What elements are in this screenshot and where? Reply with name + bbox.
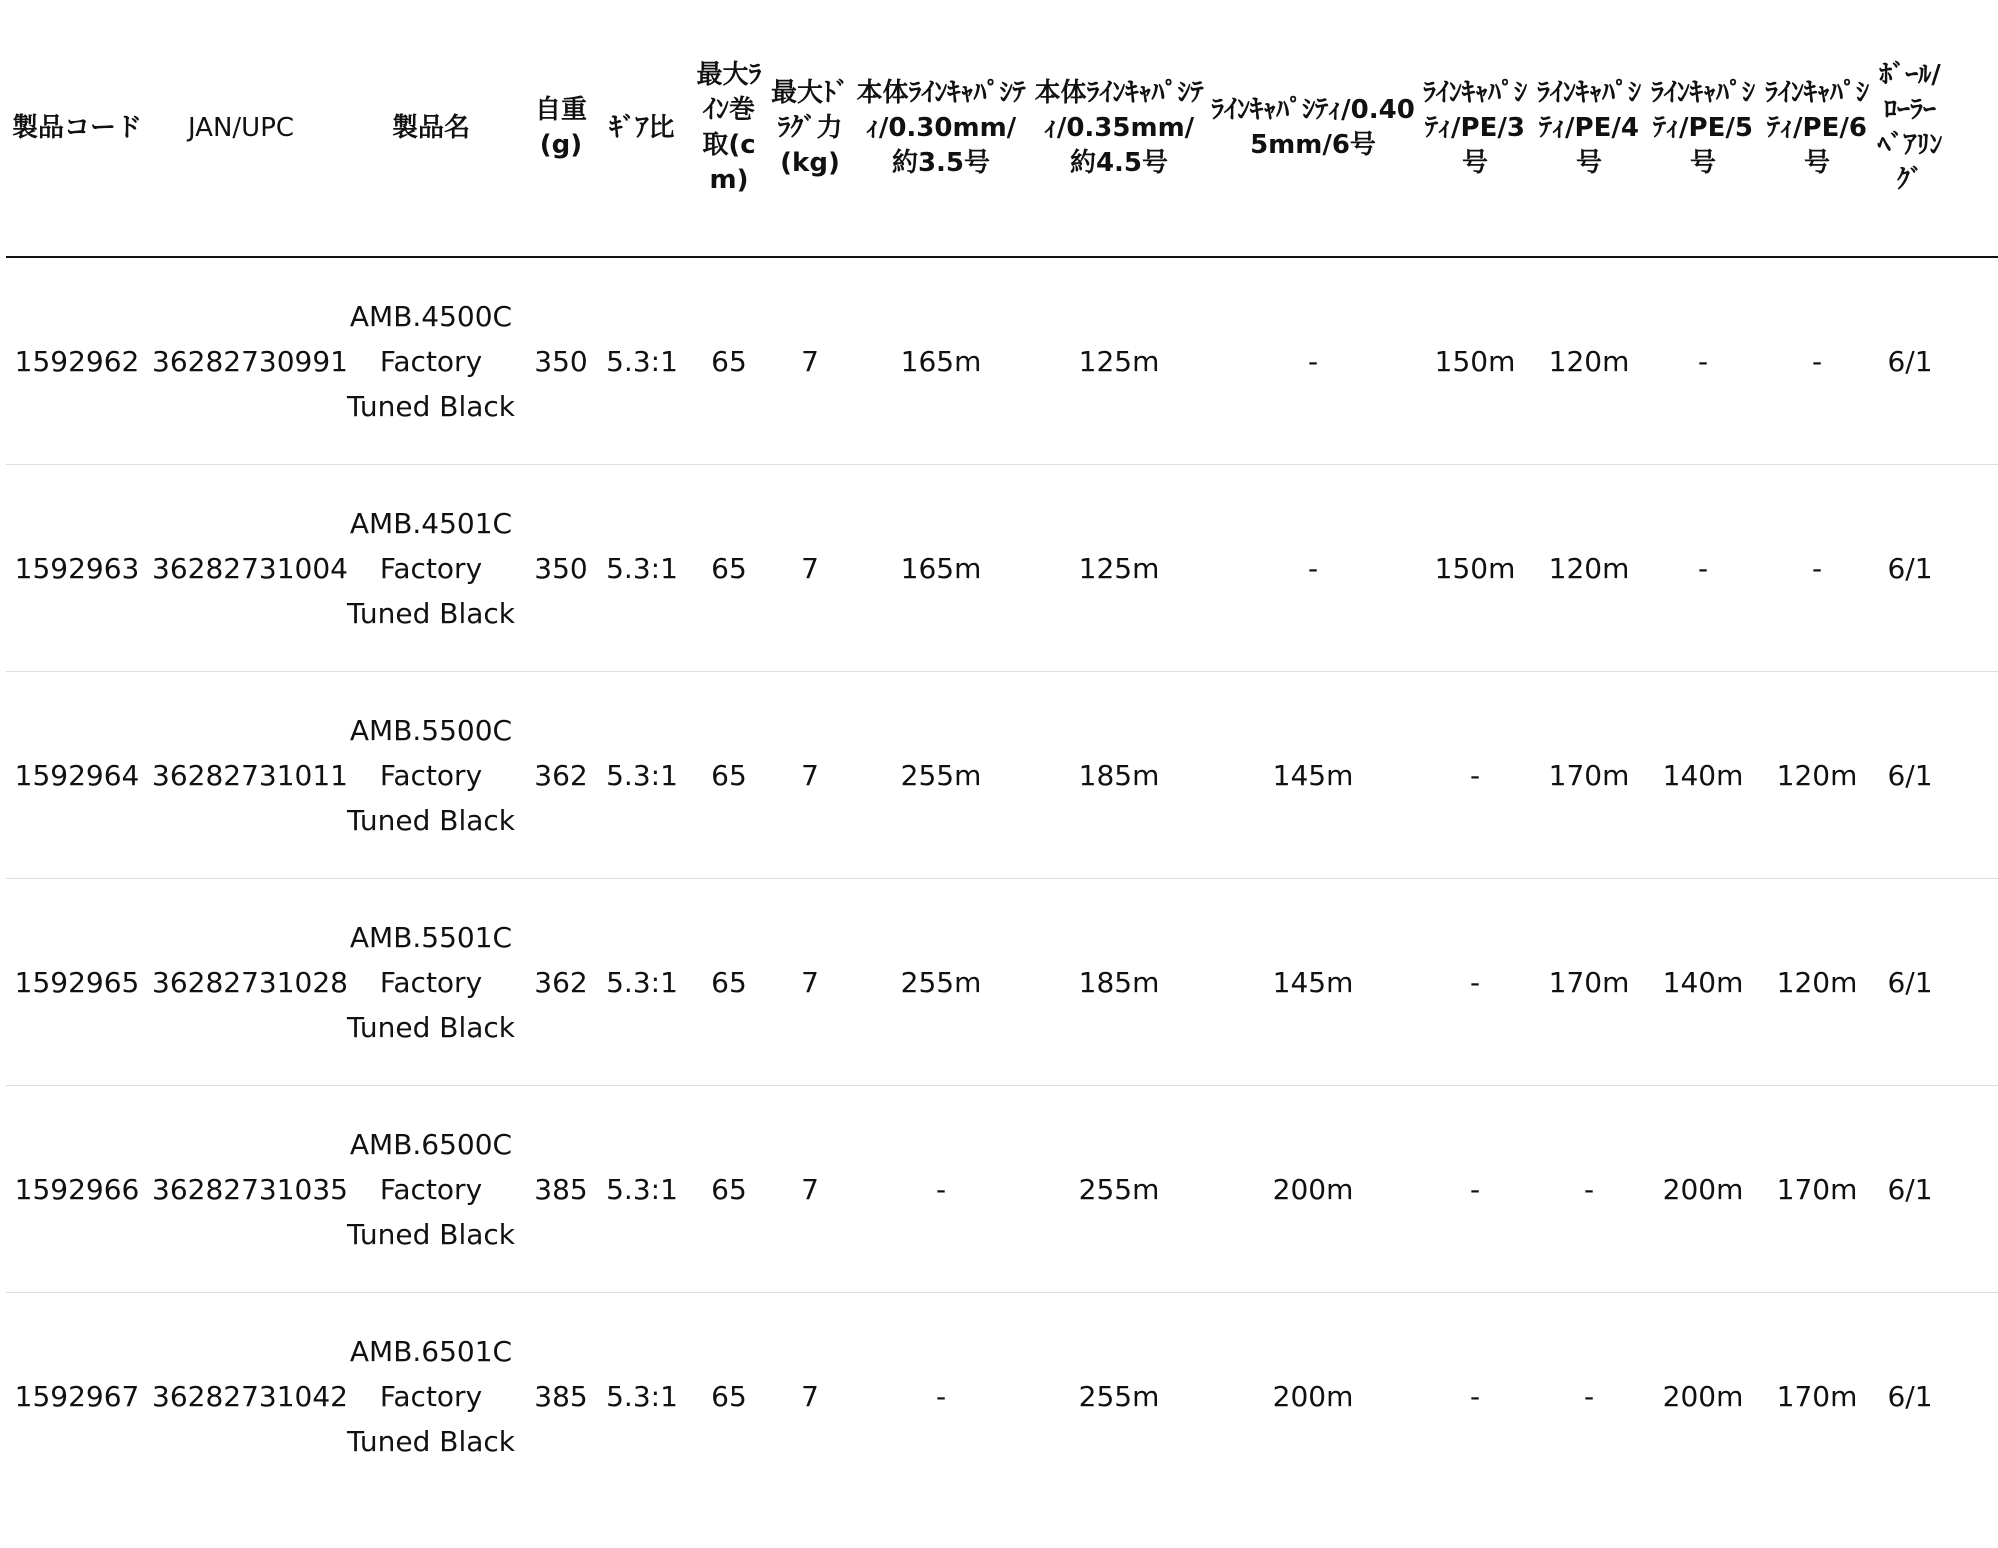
cell-capacity-pe5: 200m xyxy=(1646,1086,1760,1293)
cell-product-name: AMB.5501C Factory Tuned Black xyxy=(334,879,528,1086)
cell-capacity-035mm: 255m xyxy=(1078,1379,1160,1413)
cell-max-drag: 7 xyxy=(768,257,852,465)
cell-max-drag: 7 xyxy=(768,465,852,672)
cell-product-code: 1592966 xyxy=(6,1086,148,1293)
cell-bearings: 6/1 xyxy=(1874,672,1946,879)
column-header-gear-ratio: ｷﾞｱ比 xyxy=(594,0,690,257)
cell-capacity-pe3: 150m xyxy=(1418,257,1532,465)
cell-capacity-0405mm: 200m xyxy=(1208,1086,1418,1293)
cell-max-retrieve: 65 xyxy=(690,465,768,672)
cell-weight: 350 xyxy=(528,257,594,465)
cell-clipped xyxy=(1946,257,1998,465)
cell-weight: 350 xyxy=(528,465,594,672)
cell-jan-upc: 36282731035 xyxy=(148,1086,334,1293)
cell-weight: 362 xyxy=(528,879,594,1086)
column-header-max-retrieve: 最大ﾗｲﾝ巻取(cm) xyxy=(690,0,768,257)
product-spec-table xyxy=(6,0,1998,1499)
column-header-capacity-pe3: ﾗｲﾝｷｬﾊﾟｼﾃｨ/PE/3号 xyxy=(1418,0,1532,257)
cell-capacity-pe3: 150m xyxy=(1418,465,1532,672)
cell-jan-upc: 36282730991 xyxy=(148,257,334,465)
cell-capacity-pe5: 140m xyxy=(1646,672,1760,879)
cell-gear-ratio: 5.3:1 xyxy=(594,672,690,879)
cell-max-retrieve: 65 xyxy=(690,1086,768,1293)
cell-clipped xyxy=(1946,1293,1998,1500)
cell-capacity-pe3: - xyxy=(1418,1086,1532,1293)
cell-capacity-030mm: - xyxy=(935,1379,947,1413)
cell-max-drag: 7 xyxy=(801,1379,819,1413)
cell-jan-upc: 36282731011 xyxy=(148,672,334,879)
cell-capacity-030mm: 255m xyxy=(852,879,1030,1086)
column-header-max-drag: 最大ﾄﾞﾗｸﾞ力(kg) xyxy=(768,0,852,257)
table-row xyxy=(6,879,1998,1086)
cell-capacity-035mm: 125m xyxy=(1030,257,1208,465)
column-header-product-code: 製品コード xyxy=(6,0,148,257)
column-header-weight: 自重(g) xyxy=(528,0,594,257)
cell-product-code: 1592962 xyxy=(6,257,148,465)
cell-capacity-0405mm: - xyxy=(1208,465,1418,672)
cell-capacity-pe4: 170m xyxy=(1532,879,1646,1086)
cell-gear-ratio: 5.3:1 xyxy=(594,879,690,1086)
cell-weight: 385 xyxy=(528,1086,594,1293)
table-row xyxy=(6,1293,1998,1500)
cell-product-name: AMB.5500C Factory Tuned Black xyxy=(334,672,528,879)
cell-capacity-035mm: 185m xyxy=(1030,879,1208,1086)
column-header-capacity-035mm: 本体ﾗｲﾝｷｬﾊﾟｼﾃｨ/0.35mm/約4.5号 xyxy=(1030,0,1208,257)
cell-bearings: 6/1 xyxy=(1874,1086,1946,1293)
cell-clipped xyxy=(1946,879,1998,1086)
cell-jan-upc: 36282731028 xyxy=(148,879,334,1086)
cell-product-name: AMB.6501C Factory Tuned Black xyxy=(347,1334,515,1458)
cell-capacity-030mm: 255m xyxy=(852,672,1030,879)
cell-capacity-pe5: 140m xyxy=(1646,879,1760,1086)
cell-capacity-pe4: - xyxy=(1532,1086,1646,1293)
column-header-capacity-pe5: ﾗｲﾝｷｬﾊﾟｼﾃｨ/PE/5号 xyxy=(1646,0,1760,257)
column-header-jan-upc: JAN/UPC xyxy=(148,0,334,257)
cell-capacity-pe6: 120m xyxy=(1760,879,1874,1086)
column-header-capacity-pe6: ﾗｲﾝｷｬﾊﾟｼﾃｨ/PE/6号 xyxy=(1760,0,1874,257)
cell-weight: 362 xyxy=(528,672,594,879)
header-row xyxy=(6,0,1998,257)
cell-clipped xyxy=(1946,672,1998,879)
cell-product-code: 1592967 xyxy=(14,1379,140,1413)
cell-max-drag: 7 xyxy=(768,672,852,879)
cell-capacity-035mm: 255m xyxy=(1030,1086,1208,1293)
cell-capacity-035mm: 125m xyxy=(1030,465,1208,672)
cell-capacity-pe6: 170m xyxy=(1760,1086,1874,1293)
cell-product-name: AMB.6500C Factory Tuned Black xyxy=(334,1086,528,1293)
cell-gear-ratio: 5.3:1 xyxy=(606,1379,678,1413)
column-header-product-name: 製品名 xyxy=(334,0,528,257)
cell-capacity-035mm: 185m xyxy=(1030,672,1208,879)
table-row xyxy=(6,1086,1998,1293)
cell-capacity-pe6: 120m xyxy=(1760,672,1874,879)
cell-weight: 385 xyxy=(534,1379,588,1413)
cell-capacity-pe5: - xyxy=(1646,465,1760,672)
cell-capacity-pe5: - xyxy=(1646,257,1760,465)
cell-clipped xyxy=(1946,465,1998,672)
cell-product-code: 1592964 xyxy=(6,672,148,879)
cell-capacity-pe4: - xyxy=(1583,1379,1595,1413)
cell-capacity-pe5: 200m xyxy=(1662,1379,1744,1413)
cell-capacity-pe6: - xyxy=(1760,465,1874,672)
cell-capacity-pe4: 120m xyxy=(1532,465,1646,672)
cell-capacity-pe4: 170m xyxy=(1532,672,1646,879)
column-header-capacity-pe4: ﾗｲﾝｷｬﾊﾟｼﾃｨ/PE/4号 xyxy=(1532,0,1646,257)
cell-gear-ratio: 5.3:1 xyxy=(594,257,690,465)
table-row xyxy=(6,672,1998,879)
cell-capacity-0405mm: - xyxy=(1208,257,1418,465)
cell-capacity-pe4: 120m xyxy=(1532,257,1646,465)
cell-product-name: AMB.4501C Factory Tuned Black xyxy=(334,465,528,672)
cell-capacity-pe6: - xyxy=(1760,257,1874,465)
cell-bearings: 6/1 xyxy=(1874,879,1946,1086)
cell-product-code: 1592965 xyxy=(6,879,148,1086)
column-header-capacity-030mm: 本体ﾗｲﾝｷｬﾊﾟｼﾃｨ/0.30mm/約3.5号 xyxy=(852,0,1030,257)
cell-max-retrieve: 65 xyxy=(690,879,768,1086)
cell-product-name: AMB.4500C Factory Tuned Black xyxy=(334,257,528,465)
cell-gear-ratio: 5.3:1 xyxy=(594,465,690,672)
table-body xyxy=(6,257,1998,1499)
table-header xyxy=(6,0,1998,257)
table-row xyxy=(6,257,1998,465)
cell-product-code: 1592963 xyxy=(6,465,148,672)
cell-capacity-pe3: - xyxy=(1418,879,1532,1086)
cell-capacity-0405mm: 145m xyxy=(1208,672,1418,879)
cell-gear-ratio: 5.3:1 xyxy=(594,1086,690,1293)
cell-capacity-pe6: 170m xyxy=(1776,1379,1858,1413)
cell-bearings: 6/1 xyxy=(1874,465,1946,672)
cell-max-drag: 7 xyxy=(768,879,852,1086)
cell-clipped xyxy=(1946,1086,1998,1293)
cell-capacity-030mm: - xyxy=(852,1086,1030,1293)
table-row xyxy=(6,465,1998,672)
cell-bearings: 6/1 xyxy=(1874,257,1946,465)
cell-max-retrieve: 65 xyxy=(690,672,768,879)
cell-capacity-030mm: 165m xyxy=(852,257,1030,465)
cell-max-retrieve: 65 xyxy=(690,257,768,465)
cell-capacity-0405mm: 145m xyxy=(1208,879,1418,1086)
cell-capacity-pe3: - xyxy=(1469,1379,1481,1413)
column-header-capacity-0405mm: ﾗｲﾝｷｬﾊﾟｼﾃｨ/0.405mm/6号 xyxy=(1208,0,1418,257)
cell-bearings: 6/1 xyxy=(1887,1379,1933,1413)
column-header-bearings: ﾎﾞｰﾙ/ﾛｰﾗｰﾍﾞｱﾘﾝｸﾞ xyxy=(1874,0,1946,257)
column-header-clipped xyxy=(1946,0,1998,257)
cell-capacity-pe3: - xyxy=(1418,672,1532,879)
cell-jan-upc: 36282731042 xyxy=(152,1379,348,1413)
cell-capacity-030mm: 165m xyxy=(852,465,1030,672)
cell-max-retrieve: 65 xyxy=(711,1379,747,1413)
cell-capacity-0405mm: 200m xyxy=(1272,1379,1354,1413)
cell-jan-upc: 36282731004 xyxy=(148,465,334,672)
cell-max-drag: 7 xyxy=(768,1086,852,1293)
